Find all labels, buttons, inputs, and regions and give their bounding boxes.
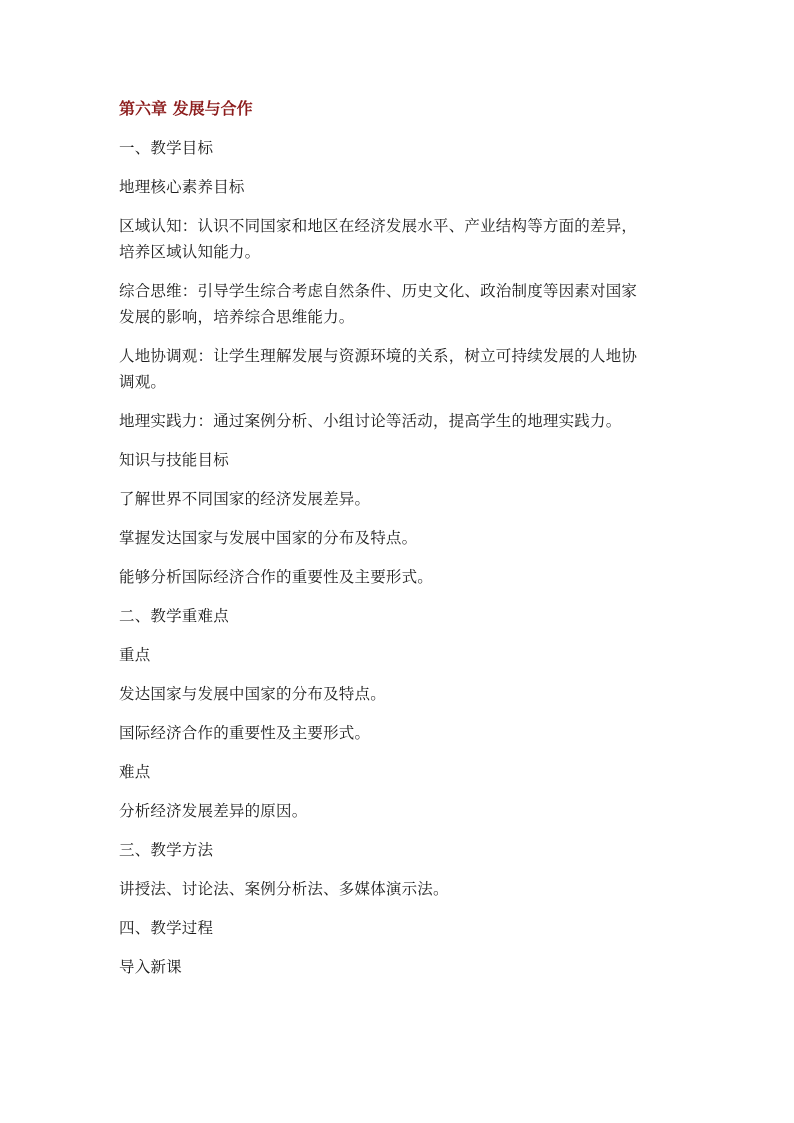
subheading-key: 重点: [119, 646, 151, 664]
section-heading-key-points: 二、教学重难点: [119, 607, 229, 625]
paragraph-human-earth: [119, 343, 679, 395]
section-heading-process: 四、教学过程: [119, 919, 214, 937]
list-item: 掌握发达国家与发展中国家的分布及特点。: [119, 529, 418, 547]
paragraph-line: 综合思维：引导学生综合考虑自然条件、历史文化、政治制度等因素对国家: [119, 282, 638, 300]
list-item: 国际经济合作的重要性及主要形式。: [119, 724, 371, 742]
paragraph-comprehensive-thinking: [119, 278, 679, 330]
paragraph-line: 区域认知：认识不同国家和地区在经济发展水平、产业结构等方面的差异，: [119, 217, 638, 235]
subheading-intro: 导入新课: [119, 958, 182, 976]
subheading-difficult: 难点: [119, 763, 151, 781]
document-body: [119, 96, 679, 980]
list-item: 发达国家与发展中国家的分布及特点。: [119, 685, 386, 703]
paragraph-line: 发展的影响，培养综合思维能力。: [119, 308, 355, 326]
section-heading-methods: 三、教学方法: [119, 841, 214, 859]
paragraph-geo-practice: 地理实践力：通过案例分析、小组讨论等活动，提高学生的地理实践力。: [119, 412, 622, 430]
list-item: 了解世界不同国家的经济发展差异。: [119, 490, 371, 508]
paragraph-line: 调观。: [119, 373, 167, 391]
list-item: 分析经济发展差异的原因。: [119, 802, 308, 820]
paragraph-line: 人地协调观：让学生理解发展与资源环境的关系，树立可持续发展的人地协: [119, 347, 638, 365]
list-item: 能够分析国际经济合作的重要性及主要形式。: [119, 568, 434, 586]
section-heading-objectives: 一、教学目标: [119, 139, 214, 157]
subheading-core-literacy: 地理核心素养目标: [119, 178, 245, 196]
paragraph-line: 培养区域认知能力。: [119, 243, 261, 261]
subheading-knowledge-skills: 知识与技能目标: [119, 451, 229, 469]
chapter-title: 第六章 发展与合作: [119, 99, 253, 118]
paragraph-regional-cognition: [119, 213, 679, 265]
list-item: 讲授法、讨论法、案例分析法、多媒体演示法。: [119, 880, 449, 898]
